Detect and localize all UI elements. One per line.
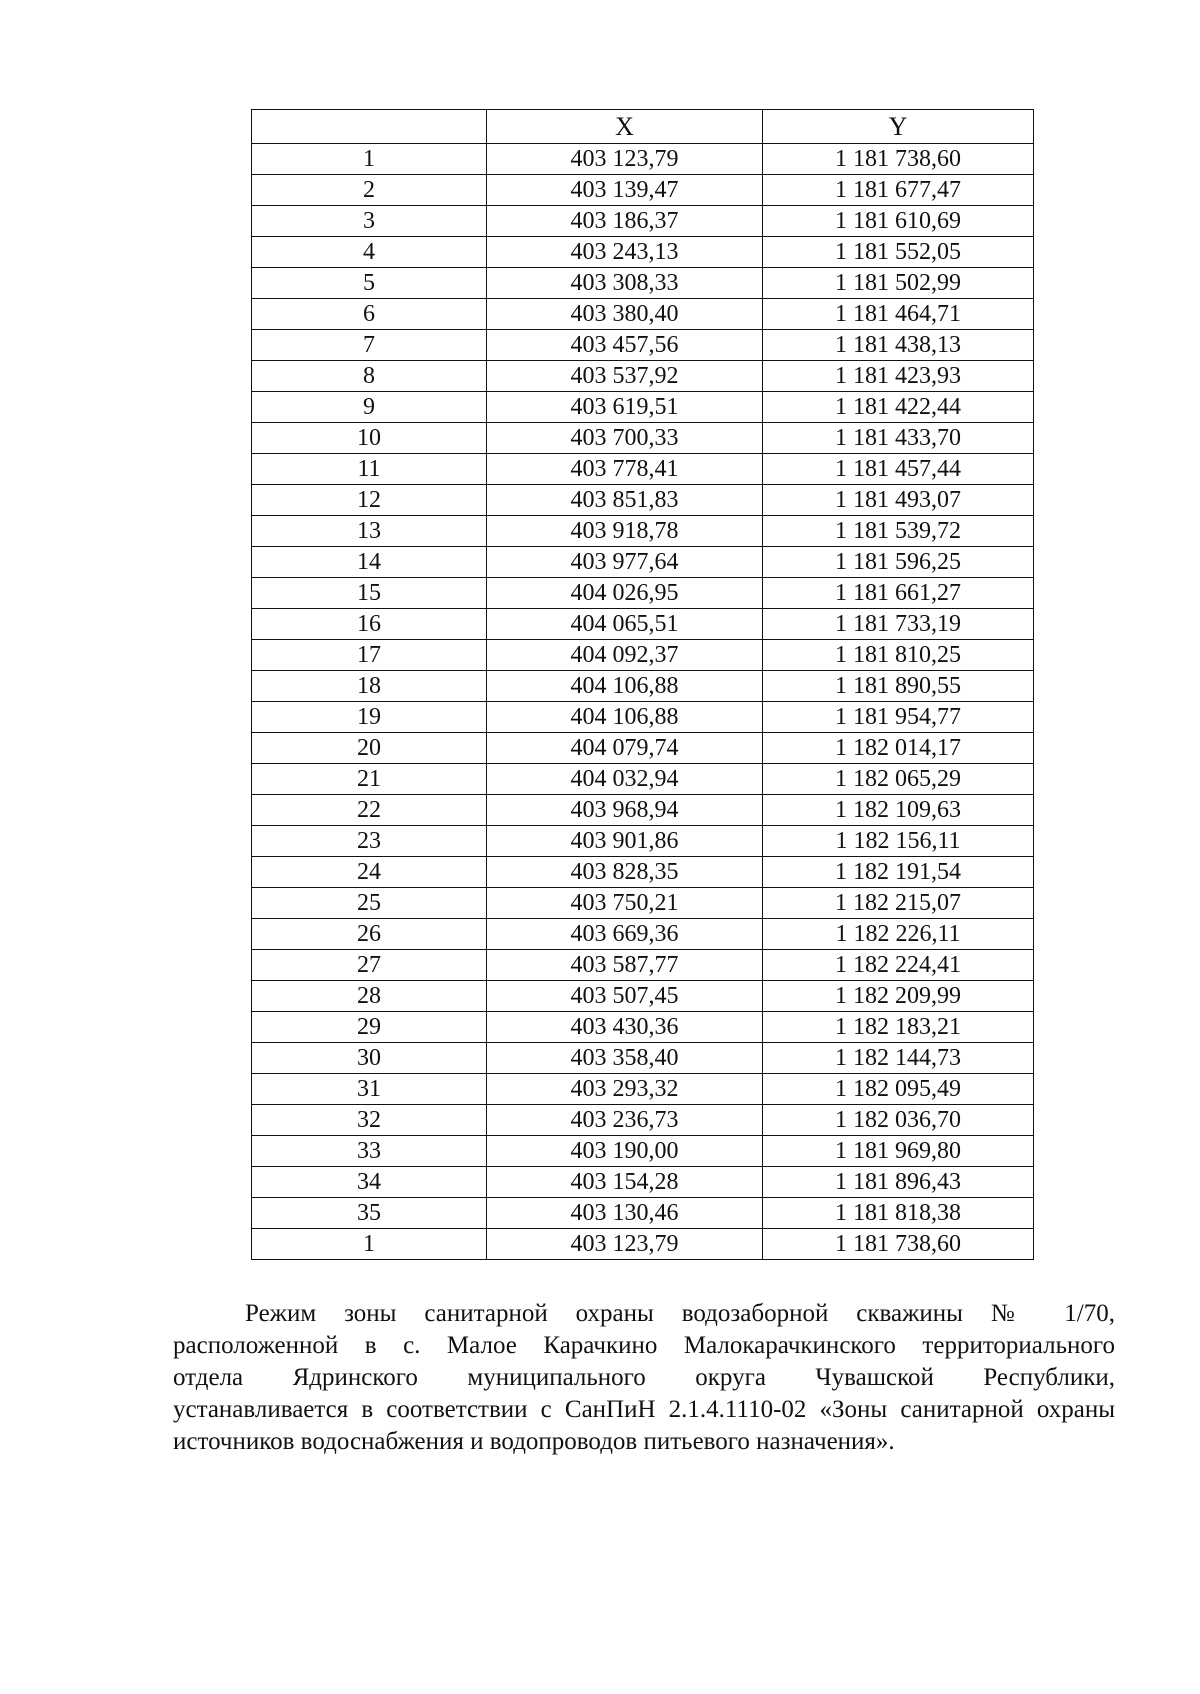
table-header (252, 110, 1034, 144)
y-coordinate-cell: 1 181 423,93 (763, 361, 1034, 392)
x-coordinate-cell: 404 032,94 (487, 764, 763, 795)
point-number-cell: 2 (252, 175, 487, 206)
y-coordinate-cell: 1 181 896,43 (763, 1167, 1034, 1198)
table-row (252, 1074, 1034, 1105)
x-coordinate-cell: 403 901,86 (487, 826, 763, 857)
y-coordinate-cell: 1 182 226,11 (763, 919, 1034, 950)
point-number-cell: 34 (252, 1167, 487, 1198)
x-coordinate-cell: 403 977,64 (487, 547, 763, 578)
table-row (252, 764, 1034, 795)
x-coordinate-cell: 404 092,37 (487, 640, 763, 671)
table-row (252, 144, 1034, 175)
table-row (252, 175, 1034, 206)
paragraph-line: отдела Ядринского муниципального округа Чувашской Республики, (173, 1364, 1115, 1391)
point-number-cell: 23 (252, 826, 487, 857)
table-row (252, 640, 1034, 671)
coordinates-table (251, 109, 1034, 1260)
x-coordinate-cell: 403 130,46 (487, 1198, 763, 1229)
table-row (252, 826, 1034, 857)
table-row (252, 485, 1034, 516)
y-coordinate-cell: 1 181 552,05 (763, 237, 1034, 268)
x-coordinate-cell: 403 293,32 (487, 1074, 763, 1105)
point-number-cell: 27 (252, 950, 487, 981)
y-coordinate-cell: 1 182 036,70 (763, 1105, 1034, 1136)
point-number-cell: 1 (252, 1229, 487, 1260)
x-coordinate-cell: 403 537,92 (487, 361, 763, 392)
table-row (252, 950, 1034, 981)
point-number-cell: 13 (252, 516, 487, 547)
point-number-cell: 14 (252, 547, 487, 578)
paragraph-line: Режим зоны санитарной охраны водозаборной скважины № 1/70, (245, 1300, 1115, 1327)
table-row (252, 733, 1034, 764)
table-row (252, 516, 1034, 547)
y-coordinate-cell: 1 182 156,11 (763, 826, 1034, 857)
table-row (252, 702, 1034, 733)
table-row (252, 1012, 1034, 1043)
x-coordinate-cell: 403 778,41 (487, 454, 763, 485)
point-number-cell: 1 (252, 144, 487, 175)
header-x: X (487, 110, 763, 144)
table-row (252, 423, 1034, 454)
table-row (252, 1043, 1034, 1074)
point-number-cell: 17 (252, 640, 487, 671)
y-coordinate-cell: 1 181 738,60 (763, 144, 1034, 175)
table-row (252, 1167, 1034, 1198)
y-coordinate-cell: 1 181 677,47 (763, 175, 1034, 206)
y-coordinate-cell: 1 181 818,38 (763, 1198, 1034, 1229)
table-row (252, 1229, 1034, 1260)
x-coordinate-cell: 404 106,88 (487, 702, 763, 733)
table-row (252, 578, 1034, 609)
header-point-number (252, 110, 487, 144)
point-number-cell: 9 (252, 392, 487, 423)
table-row (252, 919, 1034, 950)
y-coordinate-cell: 1 181 733,19 (763, 609, 1034, 640)
x-coordinate-cell: 403 190,00 (487, 1136, 763, 1167)
table-row (252, 361, 1034, 392)
table-row (252, 1198, 1034, 1229)
y-coordinate-cell: 1 181 596,25 (763, 547, 1034, 578)
point-number-cell: 10 (252, 423, 487, 454)
table-row (252, 454, 1034, 485)
point-number-cell: 8 (252, 361, 487, 392)
y-coordinate-cell: 1 182 191,54 (763, 857, 1034, 888)
table-row (252, 888, 1034, 919)
table-row (252, 1136, 1034, 1167)
table-row (252, 795, 1034, 826)
paragraph-line: источников водоснабжения и водопроводов питьевого назначения». (173, 1428, 895, 1455)
y-coordinate-cell: 1 181 810,25 (763, 640, 1034, 671)
point-number-cell: 4 (252, 237, 487, 268)
point-number-cell: 25 (252, 888, 487, 919)
y-coordinate-cell: 1 181 890,55 (763, 671, 1034, 702)
y-coordinate-cell: 1 181 464,71 (763, 299, 1034, 330)
point-number-cell: 15 (252, 578, 487, 609)
y-coordinate-cell: 1 181 969,80 (763, 1136, 1034, 1167)
x-coordinate-cell: 403 243,13 (487, 237, 763, 268)
y-coordinate-cell: 1 181 433,70 (763, 423, 1034, 454)
point-number-cell: 24 (252, 857, 487, 888)
table-row (252, 330, 1034, 361)
y-coordinate-cell: 1 181 539,72 (763, 516, 1034, 547)
x-coordinate-cell: 403 380,40 (487, 299, 763, 330)
x-coordinate-cell: 403 308,33 (487, 268, 763, 299)
y-coordinate-cell: 1 181 457,44 (763, 454, 1034, 485)
y-coordinate-cell: 1 182 014,17 (763, 733, 1034, 764)
point-number-cell: 3 (252, 206, 487, 237)
x-coordinate-cell: 403 828,35 (487, 857, 763, 888)
y-coordinate-cell: 1 181 422,44 (763, 392, 1034, 423)
point-number-cell: 32 (252, 1105, 487, 1136)
x-coordinate-cell: 403 457,56 (487, 330, 763, 361)
point-number-cell: 20 (252, 733, 487, 764)
y-coordinate-cell: 1 181 610,69 (763, 206, 1034, 237)
x-coordinate-cell: 403 669,36 (487, 919, 763, 950)
y-coordinate-cell: 1 182 144,73 (763, 1043, 1034, 1074)
point-number-cell: 33 (252, 1136, 487, 1167)
point-number-cell: 12 (252, 485, 487, 516)
y-coordinate-cell: 1 181 502,99 (763, 268, 1034, 299)
point-number-cell: 22 (252, 795, 487, 826)
table-row (252, 857, 1034, 888)
y-coordinate-cell: 1 182 109,63 (763, 795, 1034, 826)
x-coordinate-cell: 403 186,37 (487, 206, 763, 237)
x-coordinate-cell: 404 106,88 (487, 671, 763, 702)
x-coordinate-cell: 403 123,79 (487, 144, 763, 175)
point-number-cell: 5 (252, 268, 487, 299)
x-coordinate-cell: 403 851,83 (487, 485, 763, 516)
point-number-cell: 7 (252, 330, 487, 361)
header-y: Y (763, 110, 1034, 144)
y-coordinate-cell: 1 181 661,27 (763, 578, 1034, 609)
point-number-cell: 19 (252, 702, 487, 733)
table-row (252, 547, 1034, 578)
paragraph-line: расположенной в с. Малое Карачкино Малокарачкинского территориального (173, 1332, 1115, 1359)
point-number-cell: 6 (252, 299, 487, 330)
x-coordinate-cell: 403 154,28 (487, 1167, 763, 1198)
x-coordinate-cell: 403 750,21 (487, 888, 763, 919)
x-coordinate-cell: 403 430,36 (487, 1012, 763, 1043)
x-coordinate-cell: 404 026,95 (487, 578, 763, 609)
x-coordinate-cell: 403 619,51 (487, 392, 763, 423)
x-coordinate-cell: 403 700,33 (487, 423, 763, 454)
point-number-cell: 26 (252, 919, 487, 950)
point-number-cell: 31 (252, 1074, 487, 1105)
y-coordinate-cell: 1 182 224,41 (763, 950, 1034, 981)
y-coordinate-cell: 1 182 183,21 (763, 1012, 1034, 1043)
x-coordinate-cell: 403 139,47 (487, 175, 763, 206)
point-number-cell: 11 (252, 454, 487, 485)
x-coordinate-cell: 403 358,40 (487, 1043, 763, 1074)
table-row (252, 609, 1034, 640)
y-coordinate-cell: 1 181 954,77 (763, 702, 1034, 733)
table-row (252, 1105, 1034, 1136)
x-coordinate-cell: 403 236,73 (487, 1105, 763, 1136)
x-coordinate-cell: 403 968,94 (487, 795, 763, 826)
point-number-cell: 16 (252, 609, 487, 640)
x-coordinate-cell: 403 507,45 (487, 981, 763, 1012)
y-coordinate-cell: 1 182 095,49 (763, 1074, 1034, 1105)
point-number-cell: 21 (252, 764, 487, 795)
point-number-cell: 30 (252, 1043, 487, 1074)
table-row (252, 981, 1034, 1012)
x-coordinate-cell: 403 918,78 (487, 516, 763, 547)
regime-paragraph (173, 1298, 1115, 1458)
y-coordinate-cell: 1 182 215,07 (763, 888, 1034, 919)
y-coordinate-cell: 1 182 065,29 (763, 764, 1034, 795)
table-row (252, 671, 1034, 702)
y-coordinate-cell: 1 181 738,60 (763, 1229, 1034, 1260)
x-coordinate-cell: 404 079,74 (487, 733, 763, 764)
table-row (252, 392, 1034, 423)
paragraph-line: устанавливается в соответствии с СанПиН 2.1.4.1110-02 «Зоны санитарной охраны (173, 1396, 1115, 1423)
table-row (252, 268, 1034, 299)
y-coordinate-cell: 1 181 493,07 (763, 485, 1034, 516)
point-number-cell: 28 (252, 981, 487, 1012)
y-coordinate-cell: 1 181 438,13 (763, 330, 1034, 361)
table-header-row (252, 110, 1034, 144)
x-coordinate-cell: 403 587,77 (487, 950, 763, 981)
point-number-cell: 29 (252, 1012, 487, 1043)
table-row (252, 299, 1034, 330)
x-coordinate-cell: 404 065,51 (487, 609, 763, 640)
point-number-cell: 35 (252, 1198, 487, 1229)
y-coordinate-cell: 1 182 209,99 (763, 981, 1034, 1012)
table-row (252, 237, 1034, 268)
table-row (252, 206, 1034, 237)
x-coordinate-cell: 403 123,79 (487, 1229, 763, 1260)
table-body (252, 144, 1034, 1260)
point-number-cell: 18 (252, 671, 487, 702)
